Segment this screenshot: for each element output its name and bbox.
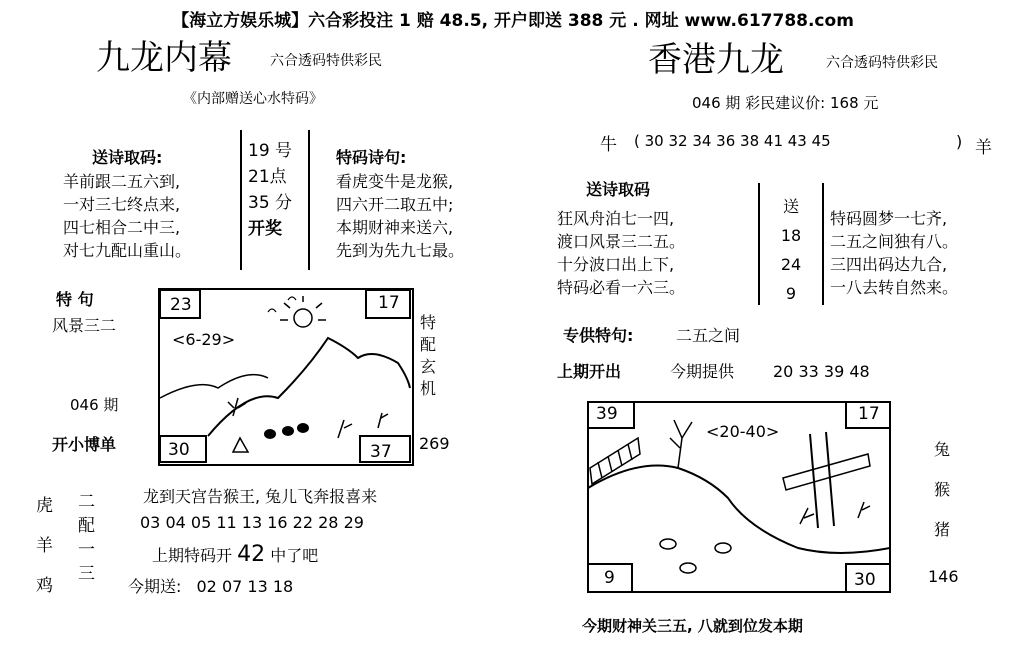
- draw-time-box: [248, 138, 292, 242]
- left-note: 《内部赠送心水特码》: [183, 91, 323, 107]
- ox-label: 牛: [600, 135, 617, 155]
- draw-time-line: 21点: [248, 167, 287, 187]
- divider: [240, 130, 242, 270]
- zodiac-char: 三: [78, 564, 95, 584]
- poem-line: 狂风舟泊七一四,: [557, 209, 675, 228]
- right-poem: [557, 207, 685, 299]
- poem-line: 一对三七终点来,: [63, 195, 181, 214]
- pic-num-bottom-right: 37: [370, 442, 392, 462]
- verse-line: 先到为先九七最。: [336, 241, 465, 260]
- last-open-label: 上期开出: [557, 362, 622, 381]
- right-poem-heading: 送诗取码: [586, 180, 651, 199]
- right-footer: 今期财神关三五, 八就到位发本期: [582, 617, 803, 635]
- draw-time-line: 35 分: [248, 193, 293, 213]
- send-cell: 送: [782, 197, 799, 216]
- left-slogan: 龙到天宫告猴王, 兔儿飞奔报喜来: [143, 487, 378, 506]
- zodiac-col2: [78, 490, 95, 586]
- verse-line: 本期财神来送六,: [336, 218, 454, 237]
- left-special-label: 特 句: [56, 290, 94, 309]
- poem-line: 特码必看一六三。: [557, 278, 686, 297]
- left-title: 九龙内幕: [96, 38, 232, 78]
- pic-num-bottom-left: 9: [604, 568, 615, 588]
- right-issue-line: 046 期 彩民建议价: 168 元: [692, 94, 879, 112]
- zodiac-char: 配: [78, 516, 95, 536]
- divider: [822, 183, 824, 305]
- send-cell: 24: [780, 255, 802, 274]
- poem-line: 四七相合二中三,: [63, 218, 181, 237]
- left-poem: [63, 170, 191, 262]
- zodiac-char: 羊: [36, 536, 53, 556]
- zodiac-char: 虎: [36, 496, 53, 516]
- draw-time-line: 19 号: [248, 141, 293, 161]
- zodiac-char: 猪: [934, 520, 951, 539]
- left-subtitle: 六合透码特供彩民: [270, 53, 382, 69]
- pic-num-bottom-left: 30: [168, 440, 190, 460]
- right-special-label: 专供特句:: [563, 326, 634, 345]
- right-special-value: 二五之间: [676, 326, 741, 345]
- last-number: 42: [237, 542, 266, 567]
- verse-line: 四六开二取五中;: [336, 195, 454, 214]
- divider: [308, 130, 310, 270]
- pic-scribble: <20-40>: [706, 422, 780, 441]
- pic-num-top-right: 17: [378, 293, 400, 313]
- verse-line: 一八去转自然来。: [830, 278, 959, 297]
- provide-numbers: 20 33 39 48: [773, 362, 870, 381]
- poem-line: 十分波口出上下,: [557, 255, 675, 274]
- left-mountain-drawing: [158, 288, 414, 466]
- pic-scribble: <6-29>: [172, 330, 236, 349]
- right-title: 香港九龙: [648, 40, 784, 80]
- pic-num-top-left: 39: [596, 404, 618, 424]
- zodiac-char: 猴: [934, 480, 951, 499]
- last-suffix: 中了吧: [270, 546, 319, 565]
- draw-time-line: 开奖: [248, 219, 282, 239]
- poem-line: 对七九配山重山。: [63, 241, 192, 260]
- pic-num-top-right: 17: [858, 404, 880, 424]
- today-label: 今期送:: [128, 577, 182, 596]
- send-cell: 18: [780, 226, 802, 245]
- left-side-number: 269: [419, 434, 450, 453]
- verse-line: 看虎变牛是龙猴,: [336, 172, 454, 191]
- top-banner: 【海立方娱乐城】六合彩投注 1 赔 48.5, 开户即送 388 元 . 网址 www.617788.com: [172, 11, 854, 31]
- poem-line: 渡口风景三二五。: [557, 232, 686, 251]
- right-zodiac: [934, 430, 950, 550]
- last-draw-line: [152, 542, 318, 567]
- right-verse: [830, 207, 958, 299]
- side-char: 玄: [420, 357, 437, 376]
- verse-line: 特码圆梦一七齐,: [830, 209, 948, 228]
- side-char: 配: [420, 335, 437, 354]
- provide-label: 今期提供: [670, 362, 735, 381]
- left-side-text: [420, 312, 436, 400]
- send-cell: 9: [785, 284, 797, 303]
- left-verse: [336, 170, 464, 262]
- right-side-number: 146: [928, 567, 959, 586]
- send-column: [776, 192, 806, 308]
- right-subtitle: 六合透码特供彩民: [826, 55, 938, 71]
- verse-line: 二五之间独有八。: [830, 232, 959, 251]
- zodiac-char: 一: [78, 540, 95, 560]
- pic-num-top-left: 23: [170, 295, 192, 315]
- side-char: 特: [420, 313, 437, 332]
- left-special-value: 风景三二: [52, 316, 117, 335]
- sheep-label: 羊: [975, 138, 992, 158]
- left-numbers: 03 04 05 11 13 16 22 28 29: [140, 513, 364, 532]
- last-prefix: 上期特码开: [152, 546, 233, 565]
- left-open-label: 开小博单: [52, 435, 117, 454]
- today-line: [128, 574, 293, 597]
- pic-num-bottom-right: 30: [854, 570, 876, 590]
- side-char: 机: [420, 379, 437, 398]
- zodiac-char: 二: [78, 492, 95, 512]
- verse-line: 三四出码达九合,: [830, 255, 948, 274]
- zodiac-col1: [36, 486, 53, 606]
- zodiac-char: 兔: [934, 440, 951, 459]
- left-issue: 046 期: [70, 396, 119, 414]
- ox-numbers: ( 30 32 34 36 38 41 43 45: [634, 132, 831, 150]
- left-verse-heading: 特码诗句:: [336, 148, 407, 167]
- zodiac-char: 鸡: [36, 576, 53, 596]
- poem-line: 羊前跟二五六到,: [63, 172, 181, 191]
- divider: [758, 183, 760, 305]
- ox-close: ): [956, 132, 963, 151]
- today-numbers: 02 07 13 18: [196, 577, 294, 596]
- left-poem-heading: 送诗取码:: [92, 148, 163, 167]
